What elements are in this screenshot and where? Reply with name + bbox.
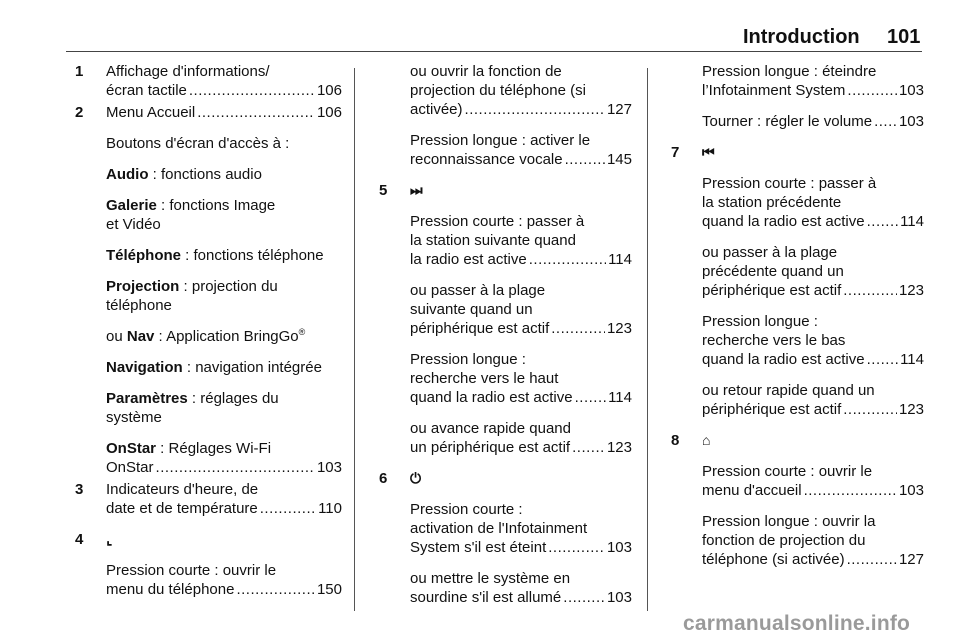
entry-1 bbox=[66, 62, 342, 100]
toc-line: quand la radio est active ..... 114 bbox=[410, 388, 632, 407]
power-icon: ⏻ bbox=[410, 470, 422, 486]
phone-icon: ⌞ bbox=[106, 531, 113, 547]
page-ref-link[interactable]: 103 bbox=[606, 539, 632, 556]
page-header bbox=[0, 0, 960, 52]
toc-line: écran tactile ..... 106 bbox=[106, 81, 342, 100]
toc-line: reconnaissance vocale ..... 145 bbox=[410, 150, 632, 169]
nav-item: ou Nav : Application BringGo® bbox=[106, 327, 306, 345]
entry-text: Boutons d'écran d'accès à : bbox=[106, 135, 290, 152]
column-1 bbox=[66, 62, 342, 611]
toc-line: Tourner : régler le volume ..... 103 bbox=[702, 112, 924, 131]
toc-line: la radio est active ..... 114 bbox=[410, 250, 632, 269]
page-ref-link[interactable]: 103 bbox=[898, 113, 924, 130]
entry-4-continued: ou ouvrir la fonction de projection du téléphone (si activée) ..... 127 Pression longue : activer le reconnaissance vocale ..... 145 bbox=[370, 62, 632, 169]
page-ref-link[interactable]: 150 bbox=[316, 581, 342, 598]
entry-number: 4 bbox=[75, 531, 84, 548]
galerie-item: Galerie : fonctions Image et Vidéo bbox=[106, 197, 276, 233]
audio-item: Audio : fonctions audio bbox=[106, 166, 262, 183]
projection-item: Projection : projection du téléphone bbox=[106, 278, 278, 314]
entry-7: 7 ⏮ Pression courte : passer à la station précédente quand la radio est active ..... 114 ou passer à la plage précédente quand un périphérique est actif ..... 123 Pression longue : recherche vers le bas quand la radio est active ..... 114 ou retour rapide quand un périphérique est actif ..... 123 bbox=[662, 143, 924, 419]
toc-line: quand la radio est active ..... 114 bbox=[702, 212, 924, 231]
previous-track-icon: ⏮ bbox=[702, 144, 715, 160]
entry-2 bbox=[66, 103, 342, 477]
entry-number: 1 bbox=[75, 63, 84, 80]
entry-text: Affichage d'informations/ écran tactile ..... 106 bbox=[106, 62, 342, 100]
entry-number: 3 bbox=[75, 481, 84, 498]
parametres-item: Paramètres : réglages du système bbox=[106, 390, 279, 426]
entry-6: 6 ⏻ Pression courte : activation de l'Infotainment System s'il est éteint ..... 103 ou mettre le système en sourdine s'il est allumé ..... 103 bbox=[370, 469, 632, 607]
page-ref-link[interactable]: 114 bbox=[608, 251, 632, 268]
page-ref-link[interactable]: 106 bbox=[316, 104, 342, 121]
page-ref-link[interactable]: 103 bbox=[898, 82, 924, 99]
header-rule bbox=[66, 51, 922, 52]
watermark: carmanualsonline.info bbox=[683, 612, 911, 635]
page-ref-link[interactable]: 145 bbox=[606, 151, 632, 168]
toc-line: date et de température ..... 110 bbox=[106, 499, 342, 518]
next-track-icon: ⏭ bbox=[410, 182, 423, 198]
page-ref-link[interactable]: 123 bbox=[606, 320, 632, 337]
page-ref-link[interactable]: 106 bbox=[316, 82, 342, 99]
home-icon: ⌂ bbox=[702, 432, 711, 448]
page-ref-link[interactable]: 123 bbox=[898, 401, 924, 418]
toc-line: un périphérique est actif ..... 123 bbox=[410, 438, 632, 457]
toc-line: téléphone (si activée) ..... 127 bbox=[702, 550, 924, 569]
column-divider-1 bbox=[354, 68, 355, 611]
entry-number: 6 bbox=[379, 470, 388, 487]
page-ref-link[interactable]: 127 bbox=[606, 101, 632, 118]
column-divider-2 bbox=[647, 68, 648, 611]
entry-number: 2 bbox=[75, 104, 84, 121]
page-ref-link[interactable]: 114 bbox=[608, 389, 632, 406]
onstar-item: OnStar : Réglages Wi-Fi OnStar ..... 103 bbox=[106, 439, 342, 477]
entry-number: 7 bbox=[671, 144, 680, 161]
toc-line: périphérique est actif ..... 123 bbox=[702, 281, 924, 300]
toc-line: activée) ..... 127 bbox=[410, 100, 632, 119]
toc-line: l’Infotainment System ..... 103 bbox=[702, 81, 924, 100]
toc-line: menu d'accueil ..... 103 bbox=[702, 481, 924, 500]
entry-number: 5 bbox=[379, 182, 388, 199]
page-ref-link[interactable]: 127 bbox=[898, 551, 924, 568]
page-ref-link[interactable]: 103 bbox=[898, 482, 924, 499]
page-ref-link[interactable]: 114 bbox=[900, 213, 924, 230]
toc-line: périphérique est actif ..... 123 bbox=[410, 319, 632, 338]
page-ref-link[interactable]: 110 bbox=[318, 500, 342, 517]
entry-3: 3 Indicateurs d'heure, de date et de température ..... 110 bbox=[66, 480, 342, 518]
toc-line: périphérique est actif ..... 123 bbox=[702, 400, 924, 419]
toc-line: System s'il est éteint ..... 103 bbox=[410, 538, 632, 557]
entry-8: 8 ⌂ Pression courte : ouvrir le menu d'accueil ..... 103 Pression longue : ouvrir la fonction de projection du téléphone (si activée) ..... 127 bbox=[662, 431, 924, 569]
toc-line: quand la radio est active ..... 114 bbox=[702, 350, 924, 369]
toc-line: OnStar ..... 103 bbox=[106, 458, 342, 477]
entry-6-continued: Pression longue : éteindre l’Infotainment System ..... 103 Tourner : régler le volume ..... 103 bbox=[662, 62, 924, 131]
toc-line: Menu Accueil ..... 106 bbox=[106, 103, 342, 122]
page-ref-link[interactable]: 103 bbox=[606, 589, 632, 606]
registered-mark: ® bbox=[298, 327, 306, 337]
page-title: Introduction bbox=[743, 26, 860, 48]
page-number: 101 bbox=[887, 26, 921, 48]
navigation-item: Navigation : navigation intégrée bbox=[106, 359, 322, 376]
page-ref-link[interactable]: 114 bbox=[900, 351, 924, 368]
page-ref-link[interactable]: 123 bbox=[898, 282, 924, 299]
telephone-item: Téléphone : fonctions téléphone bbox=[106, 247, 324, 264]
column-2 bbox=[370, 62, 632, 619]
entry-4: 4 ⌞ Pression courte : ouvrir le menu du téléphone ..... 150 bbox=[66, 530, 342, 599]
entry-5: 5 ⏭ Pression courte : passer à la station suivante quand la radio est active ..... 114 ou passer à la plage suivante quand un périphérique est actif ..... 123 Pression longue : recherche vers le haut quand la radio est active ..... 114 ou avance rapide quand un périphérique est actif ..... 123 bbox=[370, 181, 632, 457]
toc-line: menu du téléphone ..... 150 bbox=[106, 580, 342, 599]
toc-line: sourdine s'il est allumé ..... 103 bbox=[410, 588, 632, 607]
page-ref-link[interactable]: 103 bbox=[316, 459, 342, 476]
entry-number: 8 bbox=[671, 432, 680, 449]
column-3 bbox=[662, 62, 924, 581]
page-ref-link[interactable]: 123 bbox=[606, 439, 632, 456]
